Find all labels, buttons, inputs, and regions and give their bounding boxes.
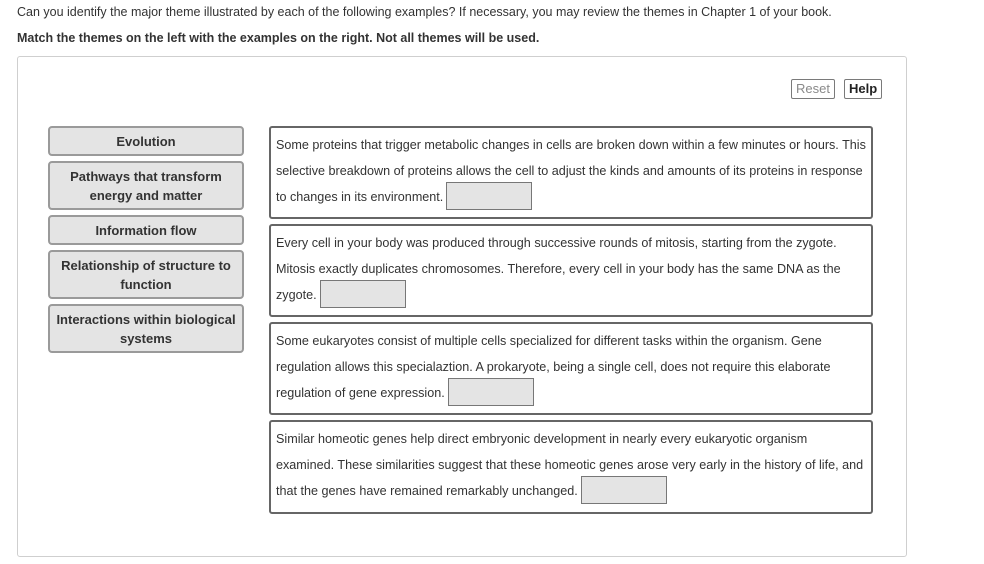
example-text: Every cell in your body was produced through successive rounds of mitosis, starting from the zygote. Mitosis exactly duplicates chromosomes. Therefore, every cell in your body has the same DNA as the zygote.	[276, 236, 841, 302]
theme-interactions-biological-systems[interactable]: Interactions within biological systems	[48, 304, 244, 353]
drop-target[interactable]	[446, 182, 532, 210]
theme-pathways-energy-matter[interactable]: Pathways that transform energy and matter	[48, 161, 244, 210]
drop-target[interactable]	[448, 378, 534, 406]
example-homeotic-genes	[269, 420, 873, 514]
theme-evolution[interactable]: Evolution	[48, 126, 244, 156]
drop-target[interactable]	[320, 280, 406, 308]
theme-information-flow[interactable]: Information flow	[48, 215, 244, 245]
example-protein-breakdown	[269, 126, 873, 219]
example-text: Similar homeotic genes help direct embryonic development in nearly every eukaryotic organism examined. These similarities suggest that these homeotic genes arose very early in the history of life, and that the genes have remained remarkably unchanged.	[276, 432, 864, 498]
drop-target[interactable]	[581, 476, 667, 504]
reset-button[interactable]: Reset	[791, 79, 835, 99]
instruction-text: Match the themes on the left with the examples on the right. Not all themes will be used.	[17, 31, 540, 45]
example-gene-regulation	[269, 322, 873, 415]
example-text: Some proteins that trigger metabolic changes in cells are broken down within a few minutes or hours. This selective breakdown of proteins allows the cell to adjust the kinds and amounts of its proteins in response to changes in its environment.	[276, 138, 866, 204]
example-mitosis	[269, 224, 873, 317]
theme-structure-function[interactable]: Relationship of structure to function	[48, 250, 244, 299]
help-button[interactable]: Help	[844, 79, 882, 99]
example-text: Some eukaryotes consist of multiple cells specialized for different tasks within the organism. Gene regulation allows this specialaztion. A prokaryote, being a single cell, does not require this elaborate regulation of gene expression.	[276, 334, 831, 400]
question-text: Can you identify the major theme illustrated by each of the following examples? If necessary, you may review the themes in Chapter 1 of your book.	[17, 5, 832, 19]
